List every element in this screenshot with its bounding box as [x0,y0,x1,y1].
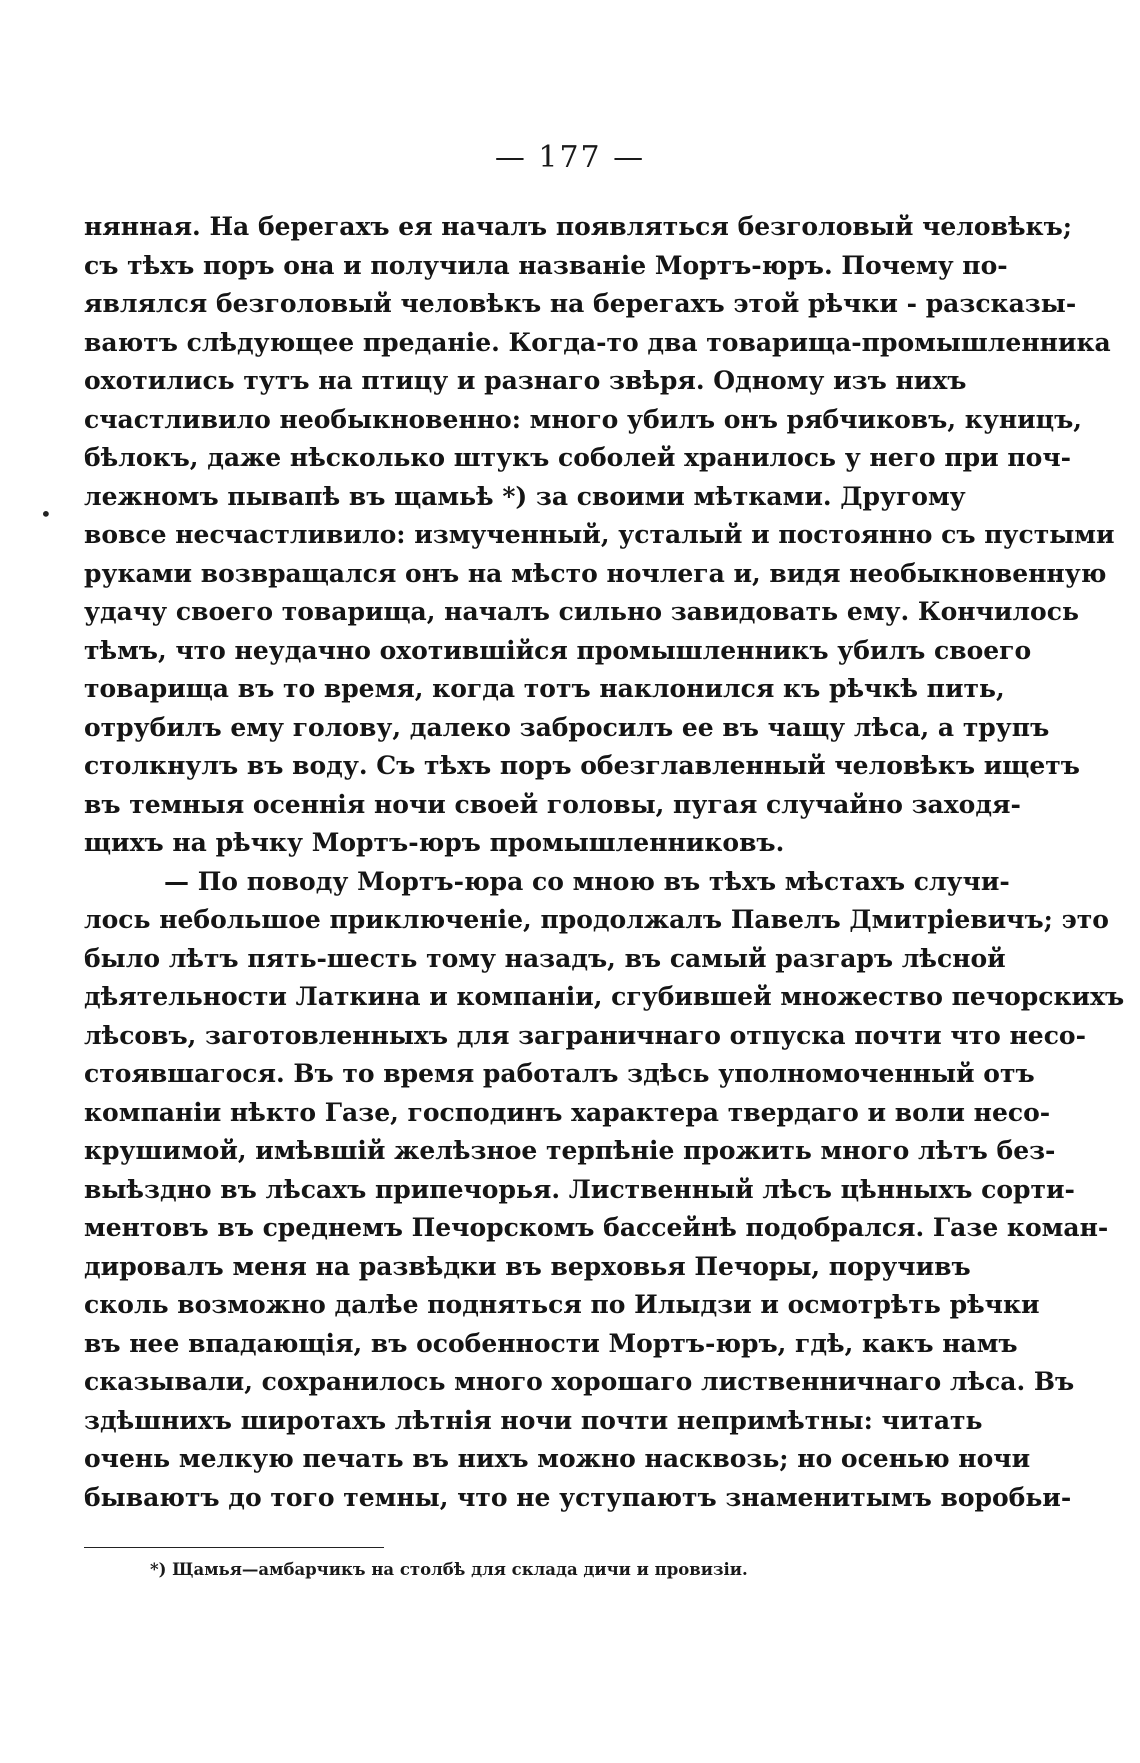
text-line: щихъ на рѣчку Мортъ-юръ промышленниковъ. [84,828,785,857]
footnote-divider [84,1547,384,1548]
text-line: вовсе несчастливило: измученный, усталый и постоянно съ пустыми [84,520,1115,549]
text-line: сколь возможно далѣе подняться по Илыдзи и осмотрѣть рѣчки [84,1290,1040,1319]
text-line: лось небольшое приключеніе, продолжалъ Павелъ Дмитріевичъ; это [84,905,1109,934]
text-line: въ нее впадающія, въ особенности Мортъ-юръ, гдѣ, какъ намъ [84,1328,1018,1358]
body-text [84,208,1125,1517]
text-line: удачу своего товарища, началъ сильно завидовать ему. Кончилось [84,597,1079,626]
footnote: *) Щамья—амбарчикъ на столбѣ для склада дичи и провизіи. [150,1560,748,1579]
text-line: ваютъ слѣдующее преданіе. Когда-то два товарища-промышленника [84,327,1111,357]
text-line: съ тѣхъ поръ она и получила названіе Мортъ-юръ. Почему по- [84,250,1008,280]
page-number: — 177 — [494,140,646,175]
text-line: отрубилъ ему голову, далеко забросилъ ее въ чащу лѣса, а трупъ [84,712,1050,742]
text-line: столкнулъ въ воду. Съ тѣхъ поръ обезглавленный человѣкъ ищетъ [84,751,1080,780]
text-line: ментовъ въ среднемъ Печорскомъ бассейнѣ подобрался. Газе коман- [84,1213,1109,1242]
text-line: бѣлокъ, даже нѣсколько штукъ соболей хранилось у него при поч- [84,443,1071,472]
text-line: тѣмъ, что неудачно охотившійся промышленникъ убилъ своего [84,635,1032,665]
text-line: въ темныя осеннія ночи своей головы, пугая случайно заходя- [84,789,1021,819]
text-line: было лѣтъ пять-шесть тому назадъ, въ самый разгаръ лѣсной [84,943,1006,973]
text-line: лѣсовъ, заготовленныхъ для заграничнаго отпуска почти что несо- [84,1020,1086,1050]
text-line: дировалъ меня на развѣдки въ верховья Печоры, поручивъ [84,1251,971,1281]
text-line: — По поводу Мортъ-юра со мною въ тѣхъ мѣстахъ случи- [164,866,1010,896]
text-line: руками возвращался онъ на мѣсто ночлега и, видя необыкновенную [84,558,1107,588]
text-line: счастливило необыкновенно: много убилъ онъ рябчиковъ, куницъ, [84,404,1083,434]
text-line: выѣздно въ лѣсахъ припечорья. Лиственный лѣсъ цѣнныхъ сорти- [84,1174,1075,1204]
margin-mark: • [40,502,52,526]
text-line: компаніи нѣкто Газе, господинъ характера твердаго и воли несо- [84,1097,1051,1127]
text-line: бываютъ до того темны, что не уступаютъ знаменитымъ воробьи- [84,1482,1072,1512]
text-line: дѣятельности Латкина и компаніи, сгубившей множество печорскихъ [84,982,1125,1011]
text-line: стоявшагося. Въ то время работалъ здѣсь уполномоченный отъ [84,1059,1035,1088]
text-line: товарища въ то время, когда тотъ наклонился къ рѣчкѣ пить, [84,674,1005,703]
text-line: здѣшнихъ широтахъ лѣтнія ночи почти непримѣтны: читать [84,1405,983,1435]
text-line: охотились тутъ на птицу и разнаго звѣря. Одному изъ нихъ [84,366,967,395]
text-line: являлся безголовый человѣкъ на берегахъ этой рѣчки - разсказы- [84,289,1077,318]
text-line: крушимой, имѣвшій желѣзное терпѣніе прожить много лѣтъ без- [84,1136,1056,1165]
text-line: очень мелкую печать въ нихъ можно насквозь; но осенью ночи [84,1444,1031,1473]
text-line: нянная. На берегахъ ея началъ появляться безголовый человѣкъ; [84,212,1073,241]
text-line: лежномъ пывапѣ въ щамьѣ *) за своими мѣтками. Другому [84,481,966,511]
text-line: сказывали, сохранилось много хорошаго лиственничнаго лѣса. Въ [84,1367,1075,1396]
